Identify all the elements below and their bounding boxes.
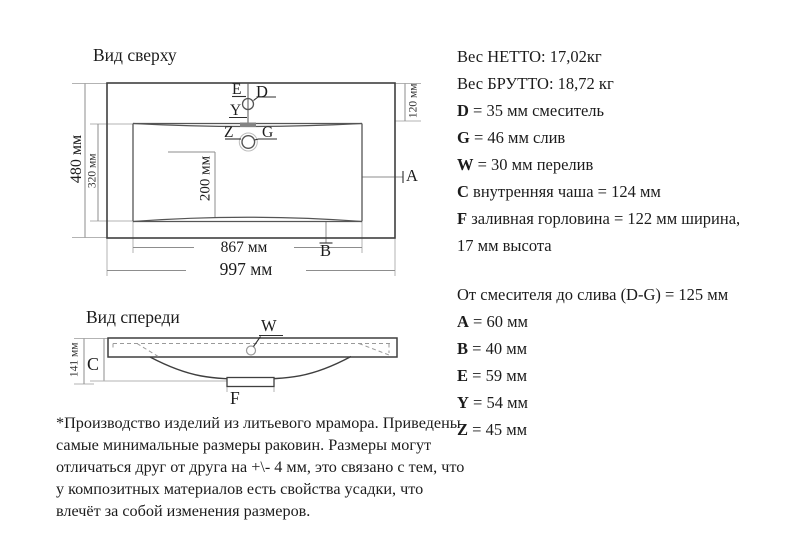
dim-outer-depth: 480 мм [68, 134, 85, 184]
spec-line-z [457, 416, 740, 443]
front-view-title: Вид спереди [86, 307, 180, 327]
spec-line-c [457, 178, 740, 205]
sink-outer-edge [107, 83, 395, 238]
dim-inner-depth: 320 мм [86, 153, 99, 189]
spec-text: внутренняя чаша = 124 мм [468, 182, 661, 201]
spec-line-g [457, 124, 740, 151]
spec-key: Z [457, 420, 469, 439]
dim-back-offset: 120 мм [407, 83, 420, 119]
sink-bowl-outline [133, 124, 362, 222]
label-f: F [230, 388, 240, 408]
spec-list [457, 43, 740, 443]
spec-key: W [457, 155, 474, 174]
spec-line-y [457, 389, 740, 416]
note-line: *Производство изделий из литьевого мрамора. Приведены [56, 414, 461, 432]
dim-drain-to-front: 200 мм [197, 155, 214, 202]
spec-key: D [457, 101, 469, 120]
spec-line-e [457, 362, 740, 389]
spec-text: = 40 мм [468, 339, 528, 358]
label-w: W [261, 316, 277, 335]
spec-key: F [457, 209, 468, 228]
spec-gap [457, 259, 740, 281]
drain-hole [242, 136, 255, 149]
spec-text: = 60 мм [468, 312, 528, 331]
spec-text: = 45 мм [468, 420, 528, 439]
basin-curve [150, 357, 351, 380]
production-note [56, 412, 464, 522]
spec-text: 17 мм высота [457, 236, 552, 255]
spec-key: A [457, 312, 469, 331]
spec-key: B [457, 339, 469, 358]
dim-outer-width: 997 мм [186, 260, 306, 279]
label-d: D [256, 82, 268, 101]
spec-text: заливная горловина = 122 мм ширина, [467, 209, 741, 228]
label-e: E [232, 81, 242, 98]
spec-line-d [457, 97, 740, 124]
spec-text: = 59 мм [468, 366, 528, 385]
spec-line-b [457, 335, 740, 362]
label-a: A [406, 166, 418, 185]
note-line: отличаться друг от друга на +\- 4 мм, это связано с тем, что [56, 458, 465, 476]
spec-key: E [457, 366, 469, 385]
top-view-title: Вид сверху [93, 45, 177, 65]
spec-line-w [457, 151, 740, 178]
spec-line-a [457, 308, 740, 335]
spec-key: C [457, 182, 469, 201]
note-line: влечёт за собой изменения размеров. [56, 502, 311, 520]
top-view-drawing [60, 70, 430, 290]
note-line: самые минимальные размеры раковин. Размеры могут [56, 436, 432, 454]
label-y: Y [230, 102, 242, 119]
note-line: у композитных материалов есть свойства усадки, что [56, 480, 424, 498]
spec-line-f-height [457, 232, 740, 259]
label-b: B [320, 241, 332, 260]
spec-text: Вес БРУТТО: 18,72 кг [457, 74, 614, 93]
spec-line-net-weight [457, 43, 740, 70]
spec-line-dg-distance [457, 281, 740, 308]
spec-text: Вес НЕТТО: 17,02кг [457, 47, 602, 66]
dim-inner-width: 867 мм [194, 239, 294, 256]
spec-text: От смесителя до слива (D-G) = 125 мм [457, 285, 729, 304]
spec-text: = 46 мм слив [469, 128, 566, 147]
label-g: G [262, 124, 274, 141]
spec-key: Y [457, 393, 469, 412]
spec-line-f [457, 205, 740, 232]
spec-key: G [457, 128, 470, 147]
spec-text: = 35 мм смеситель [468, 101, 605, 120]
overflow-slot [240, 123, 256, 128]
spec-text: = 30 мм перелив [473, 155, 594, 174]
filler-neck [227, 378, 274, 387]
label-c: C [87, 354, 100, 374]
dim-total-height: 141 мм [68, 342, 81, 378]
label-z: Z [224, 124, 234, 141]
spec-text: = 54 мм [468, 393, 528, 412]
spec-line-gross-weight [457, 70, 740, 97]
overflow-hole [247, 346, 256, 355]
